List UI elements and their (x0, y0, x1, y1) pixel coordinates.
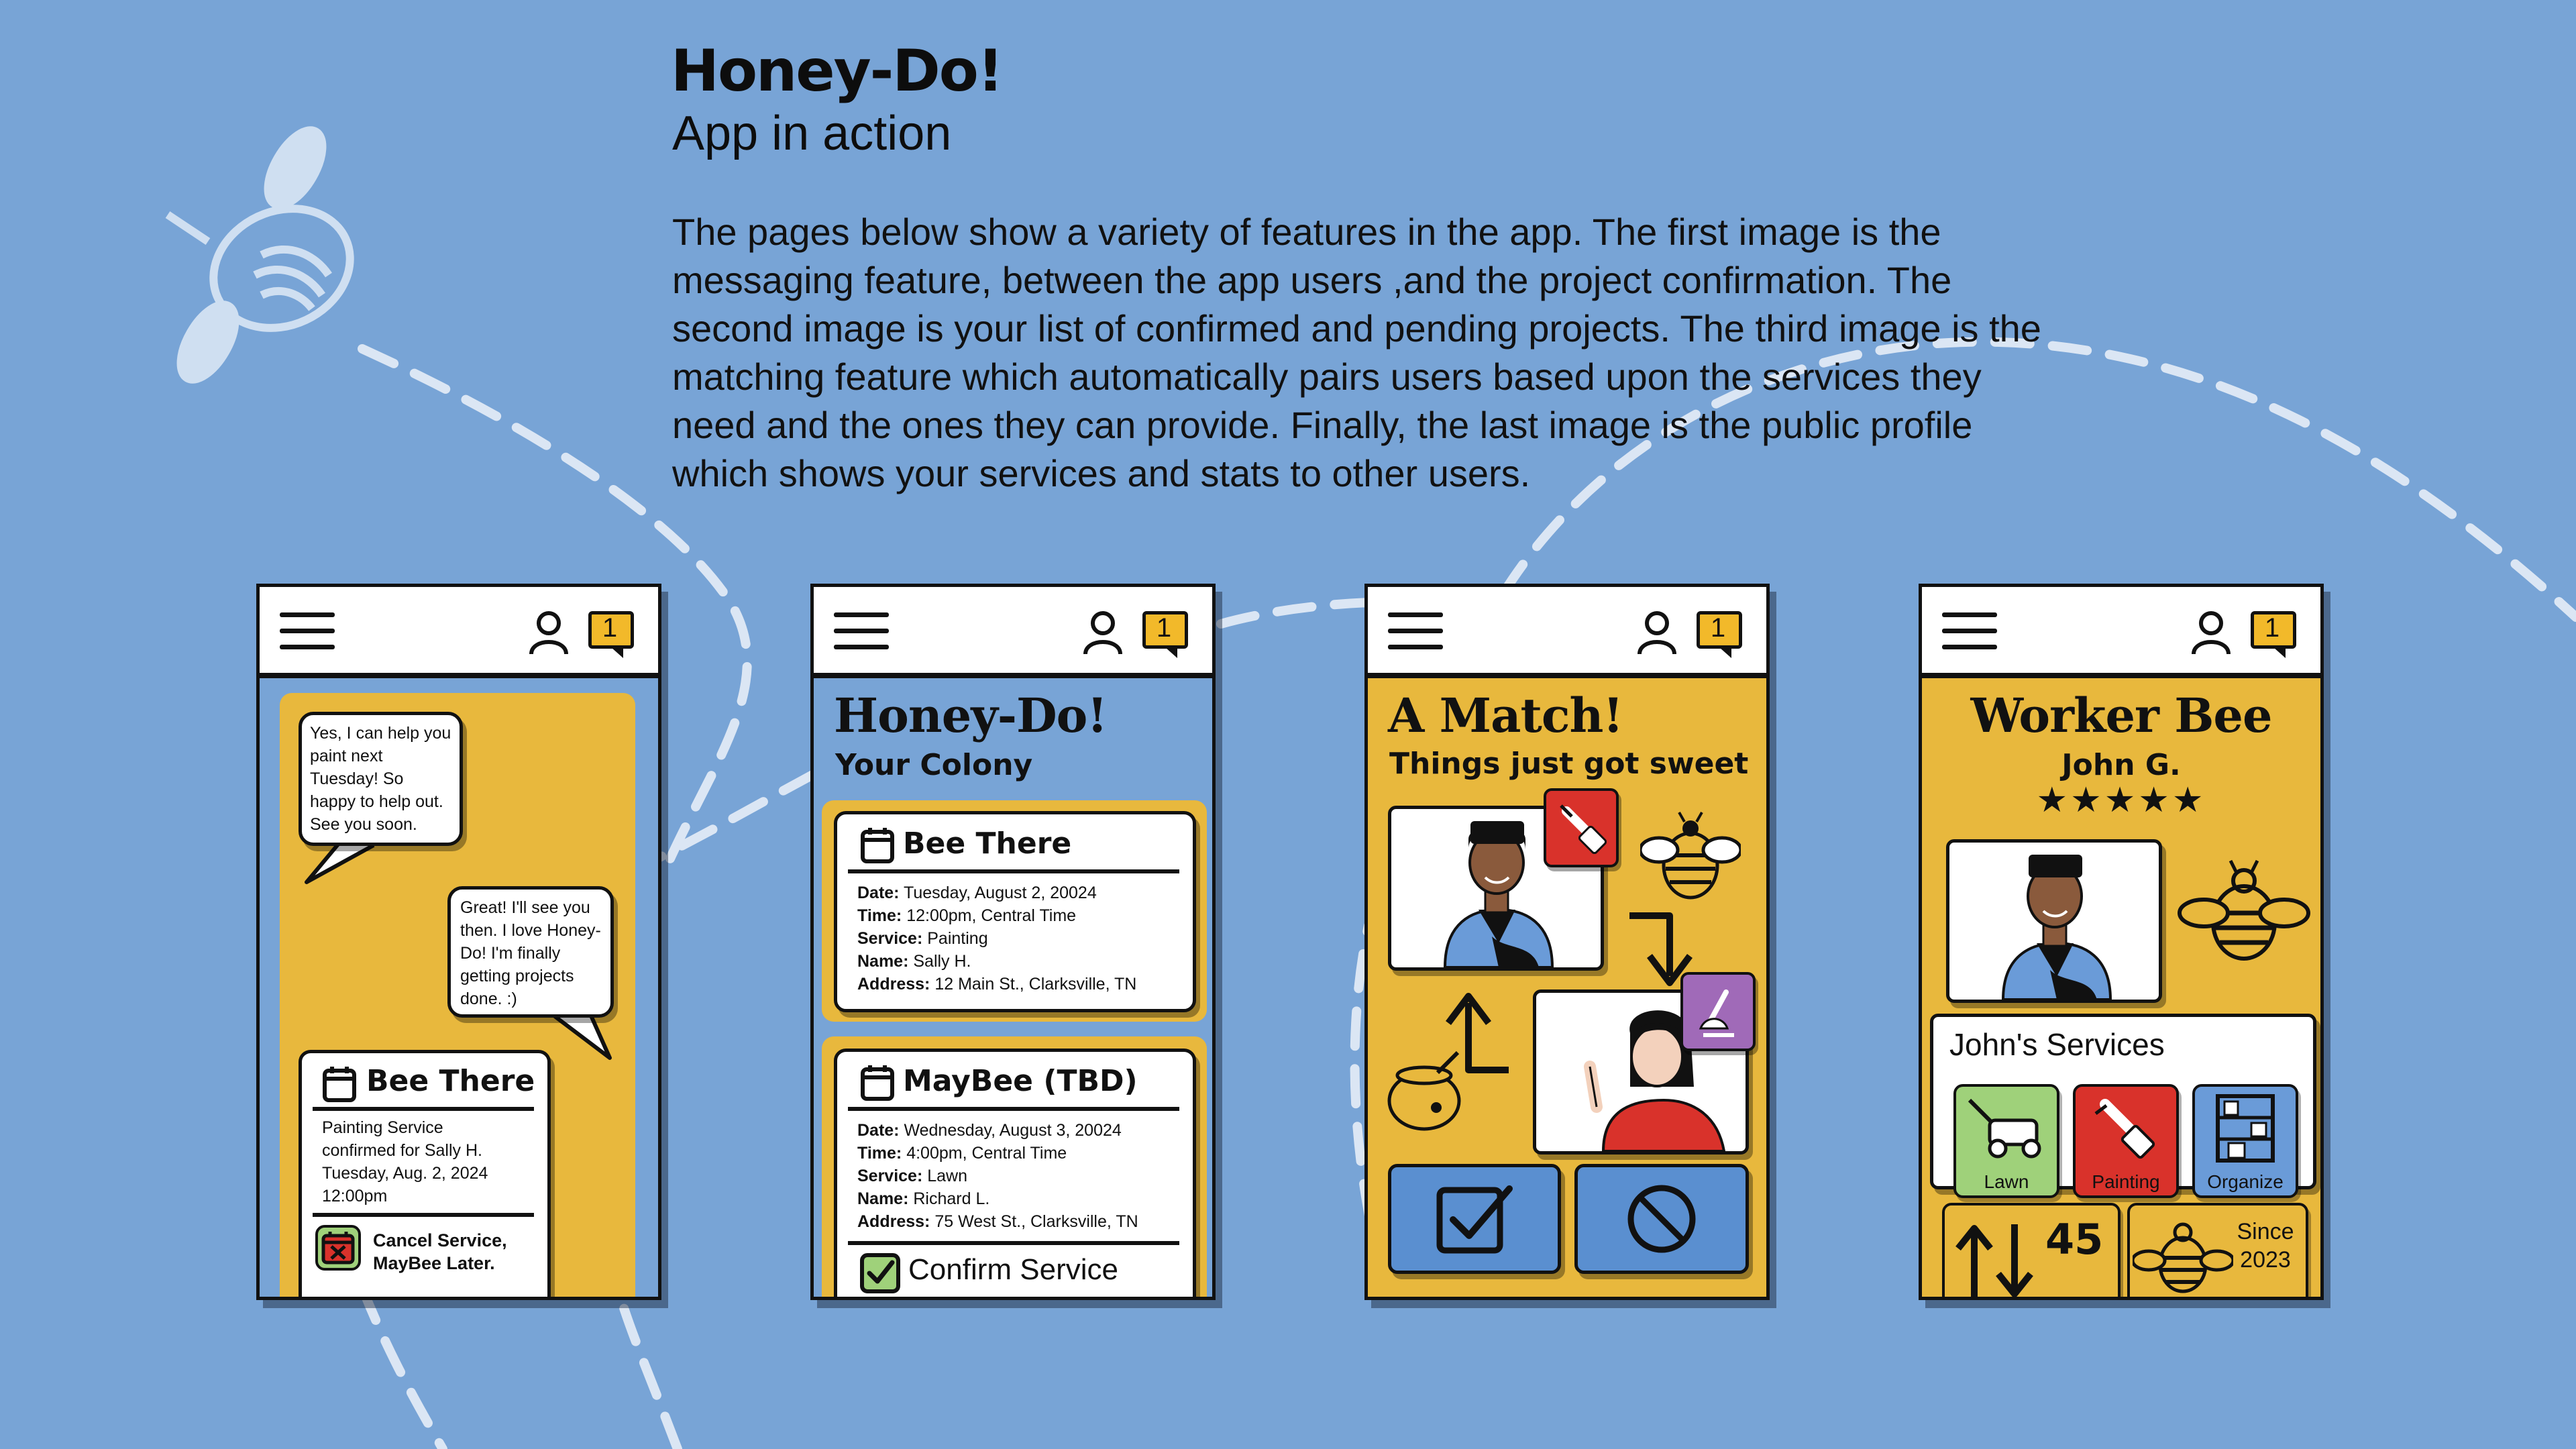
divider (848, 1107, 1179, 1111)
project-name: Richard L. (913, 1189, 990, 1208)
project-name: Sally H. (913, 952, 971, 971)
project-date: Wednesday, August 3, 20024 (904, 1121, 1122, 1140)
field-label: Name: (857, 952, 909, 971)
phone-screen-colony (810, 584, 1216, 1300)
field-label: Time: (857, 906, 902, 925)
divider (313, 1213, 534, 1217)
project-date: Tuesday, August 2, 20024 (904, 883, 1097, 902)
bee-icon (2133, 1218, 2233, 1298)
divider (848, 869, 1179, 873)
confirmation-details (322, 1116, 488, 1208)
project-time: 12:00pm, Central Time (906, 906, 1077, 925)
confirmation-line: Tuesday, Aug. 2, 2024 (322, 1164, 488, 1183)
intro-paragraph: The pages below show a variety of features in the app. The first image is the messaging feature, between the app users ,and the project confirmation. The second image is your list of confirmed and pending projects. The third image is the matching feature which automatically pairs users based upon the services they need and the ones they can provide. Finally, the last image is the public profile which shows your services and stats to other users. (672, 211, 2041, 494)
field-label: Address: (857, 975, 930, 994)
page-subtitle: App in action (672, 107, 952, 160)
member-since-stat (2127, 1203, 2308, 1300)
service-organize[interactable] (2192, 1084, 2298, 1198)
bee-watermark-icon (168, 121, 370, 388)
decline-match-button[interactable] (1574, 1164, 1749, 1274)
worker-avatar (1949, 843, 2159, 1000)
phone-screen-messaging (256, 584, 661, 1300)
field-label: Service: (857, 1167, 923, 1185)
field-label: Date: (857, 883, 900, 902)
service-label: Organize (2207, 1171, 2284, 1192)
app-header (260, 587, 658, 678)
divider (848, 1241, 1179, 1245)
confirmation-line: 12:00pm (322, 1187, 388, 1205)
message-bubble-icon[interactable] (1697, 611, 1743, 653)
screen-subtitle: Your Colony (835, 748, 1033, 782)
calendar-icon (322, 1065, 357, 1103)
cancel-service-button[interactable]: Cancel Service, MayBee Later. (373, 1230, 507, 1273)
confirmation-card[interactable] (299, 1050, 551, 1300)
app-header (814, 587, 1212, 678)
phone-screen-match (1364, 584, 1770, 1300)
field-label: Name: (857, 1189, 909, 1208)
paint-brush-icon (1544, 788, 1619, 867)
project-details (857, 881, 1136, 996)
accept-match-button[interactable] (1388, 1164, 1561, 1274)
gardening-tool-icon (1680, 972, 1756, 1051)
project-title: Bee There (903, 826, 1072, 861)
hamburger-menu-icon[interactable] (1942, 612, 1997, 650)
user-icon[interactable] (528, 610, 570, 655)
service-painting[interactable] (2073, 1084, 2179, 1198)
honey-pot-icon (1384, 1047, 1471, 1134)
notification-count: 1 (602, 613, 618, 643)
project-address: 75 West St., Clarksville, TN (934, 1212, 1138, 1231)
screen-title: Honey-Do! (834, 688, 1108, 743)
phone-screen-profile (1919, 584, 2324, 1300)
calendar-icon (860, 826, 895, 864)
notification-count: 1 (1710, 613, 1726, 643)
field-label: Address: (857, 1212, 930, 1231)
services-title: John's Services (1949, 1027, 2165, 1062)
screen-subtitle: Things just got sweet (1389, 747, 1749, 781)
service-label: Lawn (1984, 1171, 2029, 1192)
profile-photo (1946, 839, 2162, 1003)
project-service: Lawn (927, 1167, 968, 1185)
screen-title: Worker Bee (1970, 688, 2272, 743)
message-bubble-icon[interactable] (588, 611, 635, 653)
project-details (857, 1119, 1138, 1233)
cancel-icon (1625, 1182, 1699, 1256)
cancel-calendar-icon[interactable] (315, 1225, 361, 1271)
calendar-icon (860, 1064, 895, 1102)
confirmation-card-title: Bee There (366, 1064, 535, 1098)
hamburger-menu-icon[interactable] (1388, 612, 1443, 650)
field-label: Service: (857, 929, 923, 948)
shelves-icon (2195, 1087, 2296, 1167)
swap-count-stat (1942, 1203, 2121, 1300)
user-icon[interactable] (1082, 610, 1124, 655)
field-label: Date: (857, 1121, 900, 1140)
chat-message-received: Yes, I can help you paint next Tuesday! So happy to help out. See you soon. (299, 712, 463, 846)
service-lawn[interactable] (1953, 1084, 2059, 1198)
field-label: Time: (857, 1144, 902, 1163)
paint-brush-icon (2076, 1087, 2176, 1167)
project-title: MayBee (TBD) (903, 1064, 1138, 1098)
project-card-confirmed[interactable] (834, 811, 1196, 1012)
dashed-flight-path (362, 1288, 443, 1449)
bee-icon (2177, 849, 2311, 983)
project-service: Painting (927, 929, 988, 948)
project-card-pending[interactable] (834, 1049, 1196, 1300)
chat-message-sent: Great! I'll see you then. I love Honey-Do! I'm finally getting projects done. :) (447, 886, 614, 1018)
notification-count: 1 (2264, 613, 2280, 643)
confirmation-line: confirmed for Sally H. (322, 1141, 482, 1160)
app-header (1922, 587, 2320, 678)
hamburger-menu-icon[interactable] (280, 612, 335, 650)
swap-count: 45 (2045, 1215, 2104, 1264)
checkbox-icon[interactable] (860, 1253, 900, 1293)
app-header (1368, 587, 1766, 678)
swap-arrows-icon (1950, 1218, 2044, 1300)
project-address: 12 Main St., Clarksville, TN (934, 975, 1137, 994)
message-bubble-icon[interactable] (1142, 611, 1189, 653)
project-time: 4:00pm, Central Time (906, 1144, 1067, 1163)
hamburger-menu-icon[interactable] (834, 612, 889, 650)
screen-title: A Match! (1388, 688, 1623, 743)
dashed-flight-path (624, 1308, 678, 1449)
star-rating: ★★★★★ (2036, 780, 2206, 820)
user-icon[interactable] (2190, 610, 2232, 655)
notification-count: 1 (1156, 613, 1172, 643)
lawn-mower-icon (1956, 1087, 2057, 1167)
message-bubble-icon[interactable] (2251, 611, 2298, 653)
page-title: Honey-Do! (671, 38, 1003, 105)
service-label: Painting (2092, 1171, 2160, 1192)
checkbox-icon (1434, 1182, 1515, 1257)
confirmation-line: Painting Service (322, 1118, 443, 1137)
divider (313, 1107, 534, 1111)
member-since: Since 2023 (2237, 1219, 2294, 1273)
user-icon[interactable] (1636, 610, 1678, 655)
profile-name: John G. (2061, 748, 2181, 782)
services-card (1930, 1014, 2316, 1192)
confirm-service-button[interactable]: Confirm Service (908, 1253, 1118, 1286)
